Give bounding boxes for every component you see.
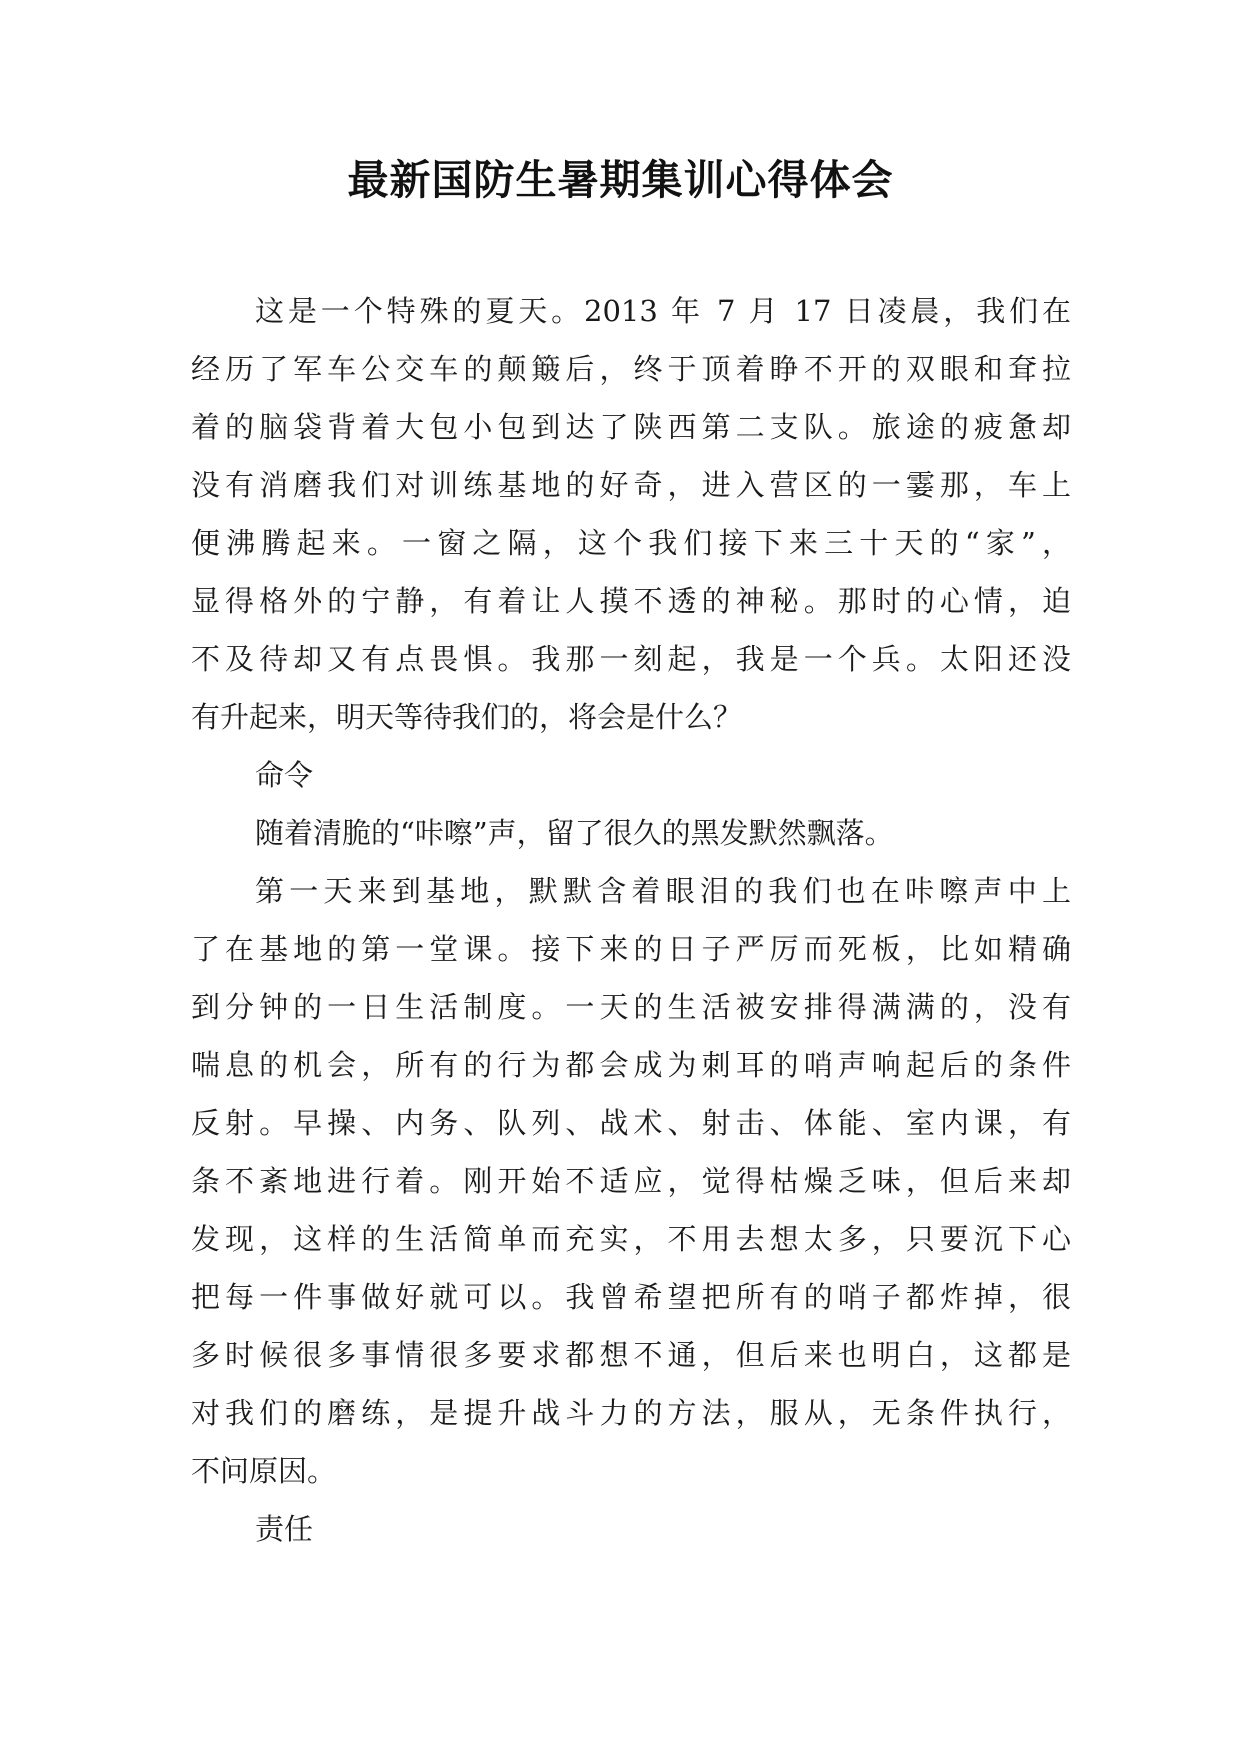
body-text-line: 把每一件事做好就可以。我曾希望把所有的哨子都炸掉，很 [191,1280,1071,1314]
body-text-line: 没有消磨我们对训练基地的好奇，进入营区的一霎那，车上 [191,468,1071,502]
body-text-line: 第一天来到基地，默默含着眼泪的我们也在咔嚓声中上 [255,874,1071,908]
body-text-line: 条不紊地进行着。刚开始不适应，觉得枯燥乏味，但后来却 [191,1164,1071,1198]
body-text-line: 这是一个特殊的夏天。2013 年 7 月 17 日凌晨，我们在 [255,294,1071,328]
body-text-line: 多时候很多事情很多要求都想不通，但后来也明白，这都是 [191,1338,1071,1372]
body-text-line: 随着清脆的“咔嚓”声，留了很久的黑发默然飘落。 [255,816,894,850]
body-text-line: 对我们的磨练，是提升战斗力的方法，服从，无条件执行， [191,1396,1071,1430]
body-text-line: 责任 [255,1512,314,1546]
body-text-line: 不问原因。 [191,1454,337,1488]
body-text-line: 命令 [255,758,314,792]
body-text-line: 喘息的机会，所有的行为都会成为刺耳的哨声响起后的条件 [191,1048,1071,1082]
document-title: 最新国防生暑期集训心得体会 [347,156,894,204]
body-text-line: 着的脑袋背着大包小包到达了陕西第二支队。旅途的疲惫却 [191,410,1071,444]
document-body [191,282,1071,1558]
body-text-line: 反射。早操、内务、队列、战术、射击、体能、室内课，有 [191,1106,1071,1140]
body-text-line: 有升起来，明天等待我们的，将会是什么？ [191,700,743,734]
body-text-line: 显得格外的宁静，有着让人摸不透的神秘。那时的心情，迫 [191,584,1071,618]
body-text-line: 经历了军车公交车的颠簸后，终于顶着睁不开的双眼和耷拉 [191,352,1071,386]
body-text-line: 便沸腾起来。一窗之隔，这个我们接下来三十天的“家”， [191,526,1071,560]
body-text-line: 发现，这样的生活简单而充实，不用去想太多，只要沉下心 [191,1222,1071,1256]
body-text-line: 不及待却又有点畏惧。我那一刻起，我是一个兵。太阳还没 [191,642,1071,676]
body-text-line: 到分钟的一日生活制度。一天的生活被安排得满满的，没有 [191,990,1071,1024]
body-text-line: 了在基地的第一堂课。接下来的日子严厉而死板，比如精确 [191,932,1071,966]
